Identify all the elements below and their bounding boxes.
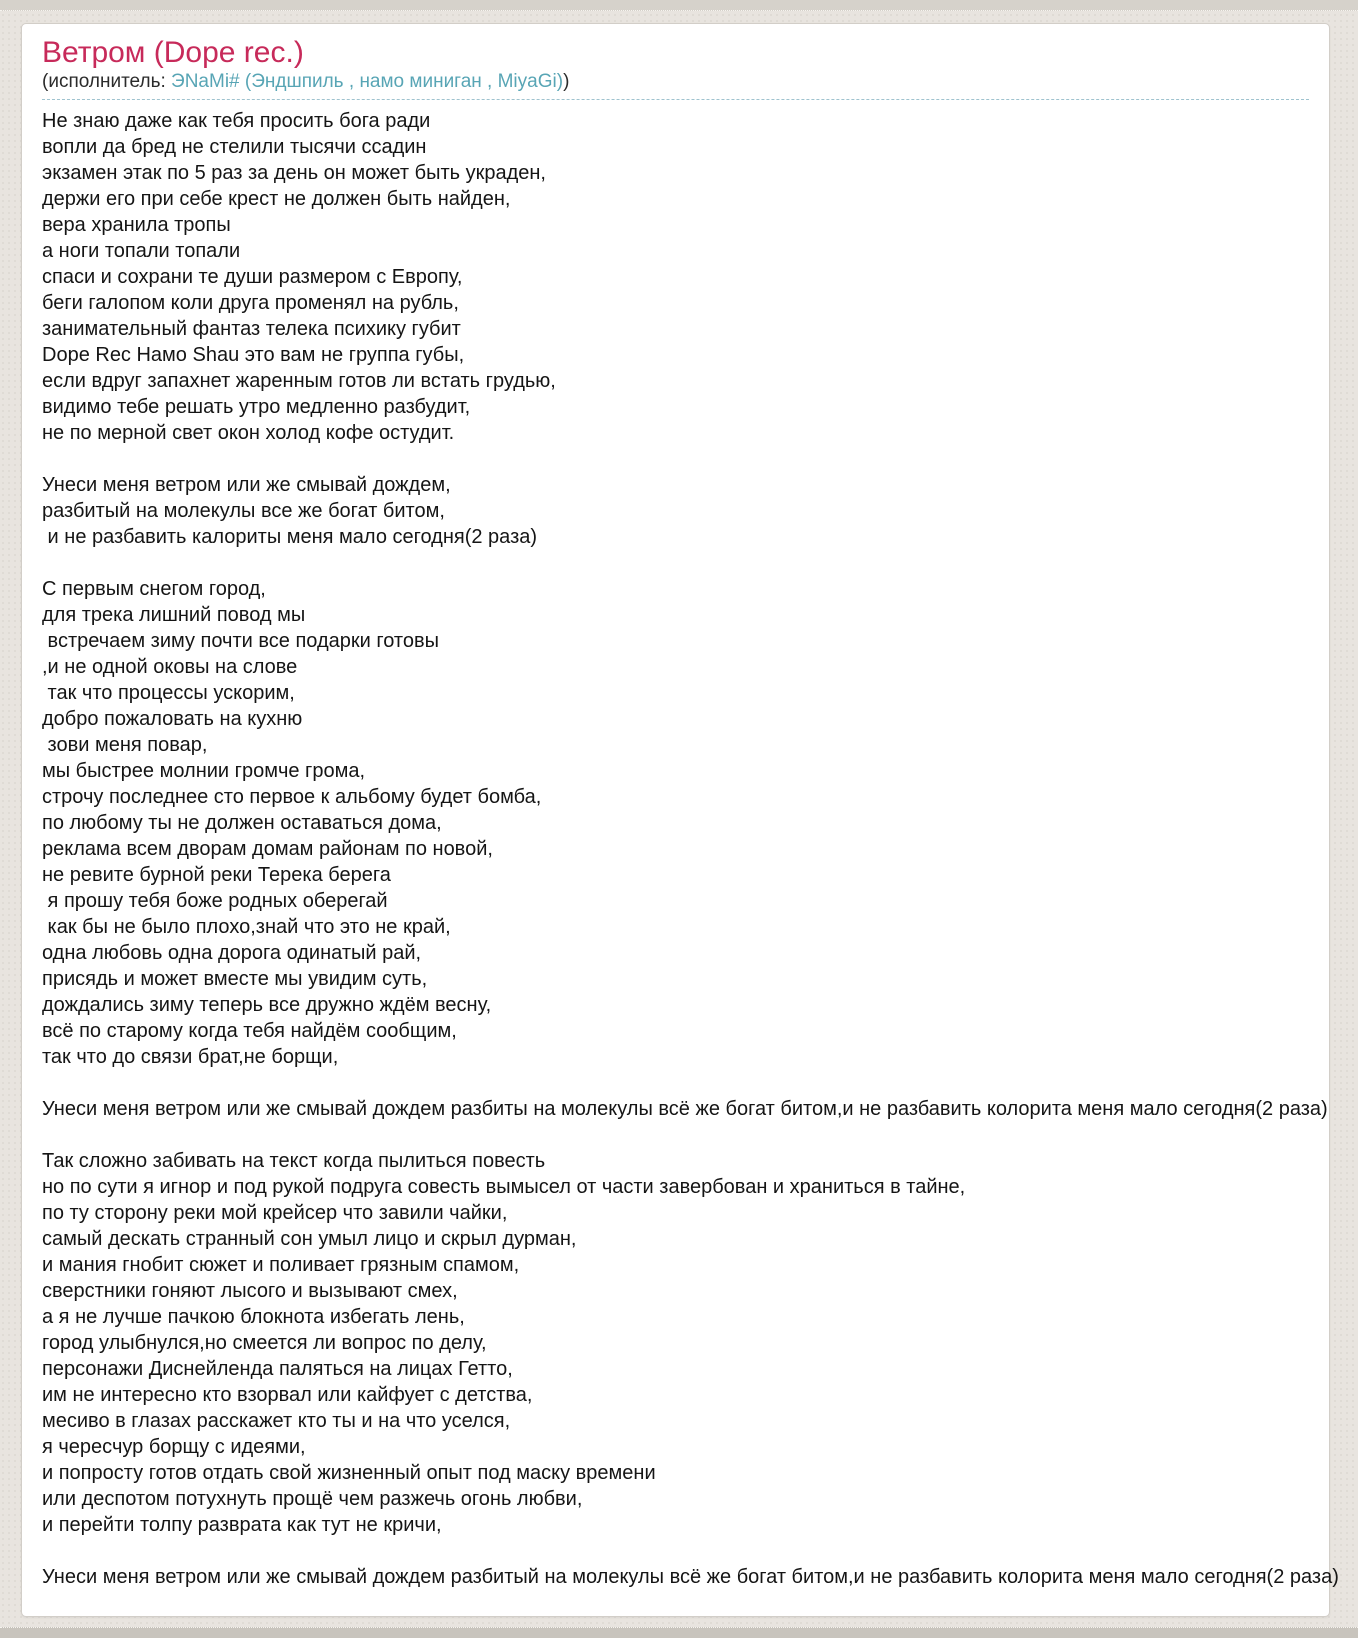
lyric-line: мы быстрее молнии громче грома, [42, 760, 366, 782]
lyric-line: Унеси меня ветром или же смывай дождем, [42, 474, 451, 496]
lyric-line: экзамен этак по 5 раз за день он может быть украден, [42, 162, 546, 184]
lyric-line: реклама всем дворам домам районам по новой, [42, 838, 493, 860]
lyrics-card [21, 23, 1339, 1617]
lyric-line: а ноги топали топали [42, 240, 241, 262]
lyric-line: и не разбавить калориты меня мало сегодня(2 раза) [42, 526, 538, 548]
lyric-line: С первым снегом город, [42, 578, 266, 600]
background-top-band [0, 0, 1358, 11]
artist-line-text: (исполнитель: [42, 71, 172, 92]
lyric-line: вопли да бред не стелили тысячи ссадин [42, 136, 427, 158]
artist-line-text: ) [563, 71, 570, 92]
lyric-line: для трека лишний повод мы [42, 604, 306, 626]
lyric-line: и мания гнобит сюжет и поливает грязным спамом, [42, 1254, 520, 1276]
lyric-line: самый дескать странный сон умыл лицо и скрыл дурман, [42, 1228, 577, 1250]
lyric-line: месиво в глазах расскажет кто ты и на что уселся, [42, 1410, 511, 1432]
lyric-line: им не интересно кто взорвал или кайфует с детства, [42, 1384, 533, 1406]
lyric-line: строчу последнее сто первое к альбому будет бомба, [42, 786, 542, 808]
lyric-line: так что до связи брат,не борщи, [42, 1046, 339, 1068]
lyric-line: добро пожаловать на кухню [42, 708, 303, 730]
lyric-line: одна любовь одна дорога одинатый рай, [42, 942, 422, 964]
lyric-line: беги галопом коли друга променял на рубль, [42, 292, 459, 314]
lyric-line: занимательный фантаз телека психику губит [42, 318, 461, 340]
lyric-line: но по сути я игнор и под рукой подруга совесть вымысел от части завербован и храниться в тайне, [42, 1176, 966, 1198]
lyric-line: или деспотом потухнуть прощё чем разжечь огонь любви, [42, 1488, 583, 1510]
lyric-line: не ревите бурной реки Терека берега [42, 864, 391, 886]
lyric-line: видимо тебе решать утро медленно разбудит, [42, 396, 471, 418]
lyric-line: и попросту готов отдать свой жизненный опыт под маску времени [42, 1462, 656, 1484]
lyric-blank-line [42, 1070, 1309, 1096]
artist-link[interactable]: ЭNaMi# [171, 71, 240, 92]
lyric-blank-line [42, 1538, 1309, 1564]
lyric-line: я чересчур борщу с идеями, [42, 1436, 306, 1458]
lyric-line: как бы не было плохо,знай что это не край, [42, 916, 451, 938]
lyric-line: а я не лучше пачкою блокнота избегать лень, [42, 1306, 465, 1328]
lyric-line: Унеси меня ветром или же смывай дождем разбиты на молекулы всё же богат битом,и не разбавить колорита меня мало сегодня(2 раза) [42, 1098, 1328, 1120]
lyric-line: Dope Rec Намо Shau это вам не группа губы, [42, 344, 465, 366]
lyric-line: вера хранила тропы [42, 214, 231, 236]
lyric-line: спаси и сохрани те души размером с Европу, [42, 266, 463, 288]
artist-link[interactable]: Эндшпиль [251, 71, 344, 92]
lyric-blank-line [42, 446, 1309, 472]
lyric-line: так что процессы ускорим, [42, 682, 295, 704]
lyric-line: Унеси меня ветром или же смывай дождем разбитый на молекулы всё же богат битом,и не разбавить колорита меня мало сегодня(2 раза) [42, 1566, 1339, 1588]
lyric-line: присядь и может вместе мы увидим суть, [42, 968, 428, 990]
artist-separator: , [343, 71, 360, 92]
lyric-line: по любому ты не должен оставаться дома, [42, 812, 442, 834]
lyric-line: ,и не одной оковы на слове [42, 656, 298, 678]
background-bottom-band [0, 1627, 1358, 1638]
lyric-line: я прошу тебя боже родных оберегай [42, 890, 388, 912]
lyric-line: по ту сторону реки мой крейсер что завили чайки, [42, 1202, 508, 1224]
lyric-blank-line [42, 1122, 1309, 1148]
lyric-line: всё по старому когда тебя найдём сообщим, [42, 1020, 457, 1042]
song-title: Ветром (Dope rec.) [42, 36, 304, 69]
lyric-line: персонажи Диснейленда паляться на лицах Гетто, [42, 1358, 513, 1380]
lyric-line: Так сложно забивать на текст когда пылиться повесть [42, 1150, 546, 1172]
lyric-line: и перейти толпу разврата как тут не кричи, [42, 1514, 442, 1536]
lyric-line: город улыбнулся,но смеется ли вопрос по делу, [42, 1332, 487, 1354]
lyrics-text [42, 108, 1339, 1590]
lyric-line: держи его при себе крест не должен быть найден, [42, 188, 511, 210]
artist-separator: ) [556, 71, 564, 92]
lyric-line: встречаем зиму почти все подарки готовы [42, 630, 439, 652]
artist-line [42, 70, 1309, 100]
lyric-line: зови меня повар, [42, 734, 208, 756]
artist-separator: , [481, 71, 498, 92]
lyric-line: дождались зиму теперь все дружно ждём весну, [42, 994, 492, 1016]
lyric-line: если вдруг запахнет жаренным готов ли встать грудью, [42, 370, 556, 392]
lyric-line: разбитый на молекулы все же богат битом, [42, 500, 445, 522]
lyric-line: Не знаю даже как тебя просить бога ради [42, 110, 431, 132]
lyric-blank-line [42, 550, 1309, 576]
lyric-line: сверстники гоняют лысого и вызывают смех, [42, 1280, 458, 1302]
artist-link[interactable]: намо миниган [359, 71, 482, 92]
artist-link[interactable]: MiyaGi [497, 71, 557, 92]
artist-separator: ( [239, 71, 252, 92]
lyric-line: не по мерной свет окон холод кофе остудит. [42, 422, 455, 444]
